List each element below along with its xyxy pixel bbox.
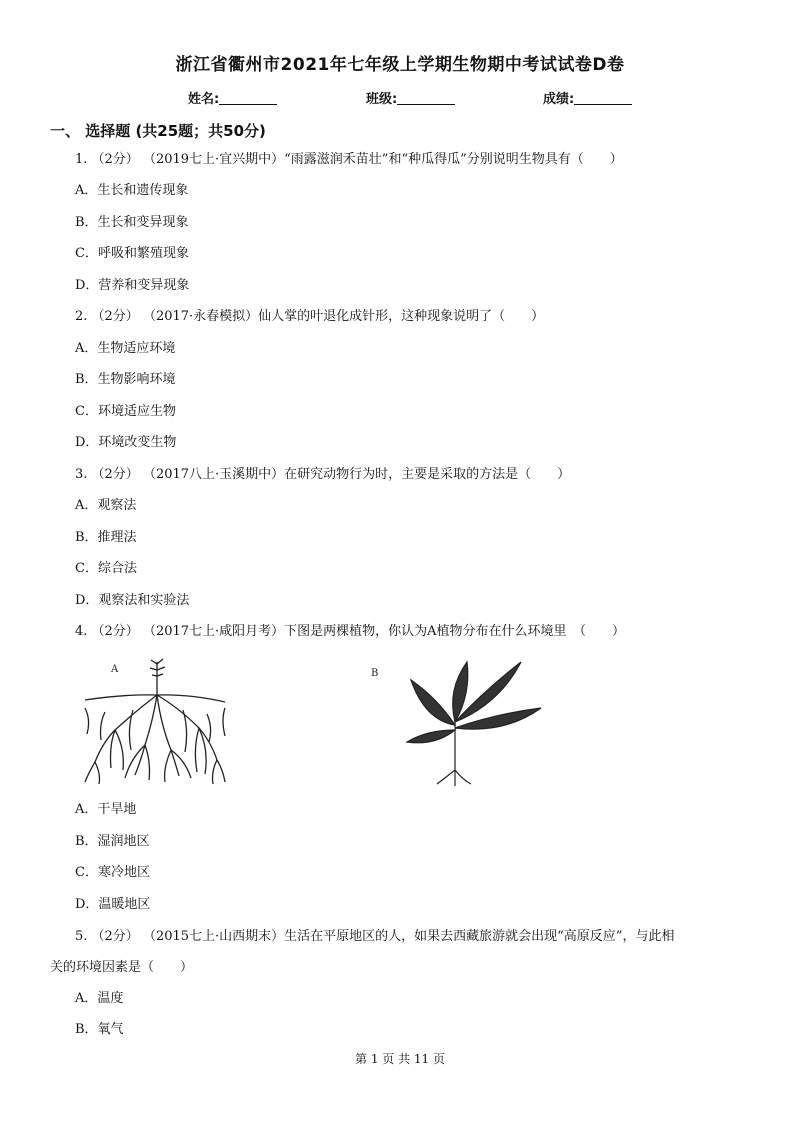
question-5-stem-line2: 关的环境因素是（ ） — [50, 960, 194, 975]
section-heading: 一、 选择题 (共25题；共50分) — [50, 122, 266, 140]
name-blank — [219, 91, 277, 105]
name-field — [188, 88, 277, 107]
question-3-stem: 3. （2分） （2017八上·玉溪期中）在研究动物行为时，主要是采取的方法是（ ） — [75, 467, 571, 482]
plant-illustration — [75, 650, 595, 790]
question-2-option-c: C．环境适应生物 — [75, 404, 176, 419]
student-info-row — [0, 88, 800, 106]
question-5-stem-line1: 5. （2分） （2015七上·山西期末）生活在平原地区的人，如果去西藏旅游就会出现“高原反应”，与此相 — [75, 929, 675, 944]
question-3-option-a: A．观察法 — [75, 498, 137, 513]
question-2-option-d: D．环境改变生物 — [75, 435, 177, 450]
question-1-option-d: D．营养和变异现象 — [75, 278, 190, 293]
question-4-option-b: B．湿润地区 — [75, 834, 150, 849]
question-4-stem: 4. （2分） （2017七上·咸阳月考）下图是两棵植物，你认为A植物分布在什么环境里 （ ） — [75, 624, 626, 639]
plant-a-drawing — [85, 659, 225, 784]
question-3-option-c: C．综合法 — [75, 561, 137, 576]
score-label: 成绩: — [543, 92, 575, 107]
question-1-option-c: C．呼吸和繁殖现象 — [75, 246, 189, 261]
figure-label-a: A — [111, 664, 119, 675]
name-label: 姓名: — [188, 92, 220, 107]
class-blank — [397, 91, 455, 105]
page-footer: 第 1 页 共 11 页 — [355, 1052, 445, 1066]
score-blank — [574, 91, 632, 105]
plant-b-drawing — [407, 662, 541, 786]
plant-figure — [75, 650, 595, 790]
question-3-option-d: D．观察法和实验法 — [75, 593, 190, 608]
question-1-stem: 1. （2分） （2019七上·宜兴期中）“雨露滋润禾苗壮”和“种瓜得瓜”分别说明生物具有（ ） — [75, 152, 623, 167]
question-4-option-d: D．温暖地区 — [75, 897, 151, 912]
question-1-option-a: A．生长和遗传现象 — [75, 183, 189, 198]
class-field — [366, 88, 455, 107]
question-4-option-c: C．寒冷地区 — [75, 865, 150, 880]
question-2-option-a: A．生物适应环境 — [75, 341, 176, 356]
question-2-option-b: B．生物影响环境 — [75, 372, 176, 387]
question-3-option-b: B．推理法 — [75, 530, 137, 545]
figure-label-b: B — [371, 668, 379, 679]
page-title: 浙江省衢州市2021年七年级上学期生物期中考试试卷D卷 — [175, 55, 625, 75]
class-label: 班级: — [366, 92, 398, 107]
question-1-option-b: B．生长和变异现象 — [75, 215, 189, 230]
question-4-option-a: A．干旱地 — [75, 802, 137, 817]
question-5-option-a: A．温度 — [75, 991, 124, 1006]
question-2-stem: 2. （2分） （2017·永春模拟）仙人掌的叶退化成针形，这种现象说明了（ ） — [75, 309, 545, 324]
question-5-option-b: B．氧气 — [75, 1022, 124, 1037]
score-field — [543, 88, 632, 107]
